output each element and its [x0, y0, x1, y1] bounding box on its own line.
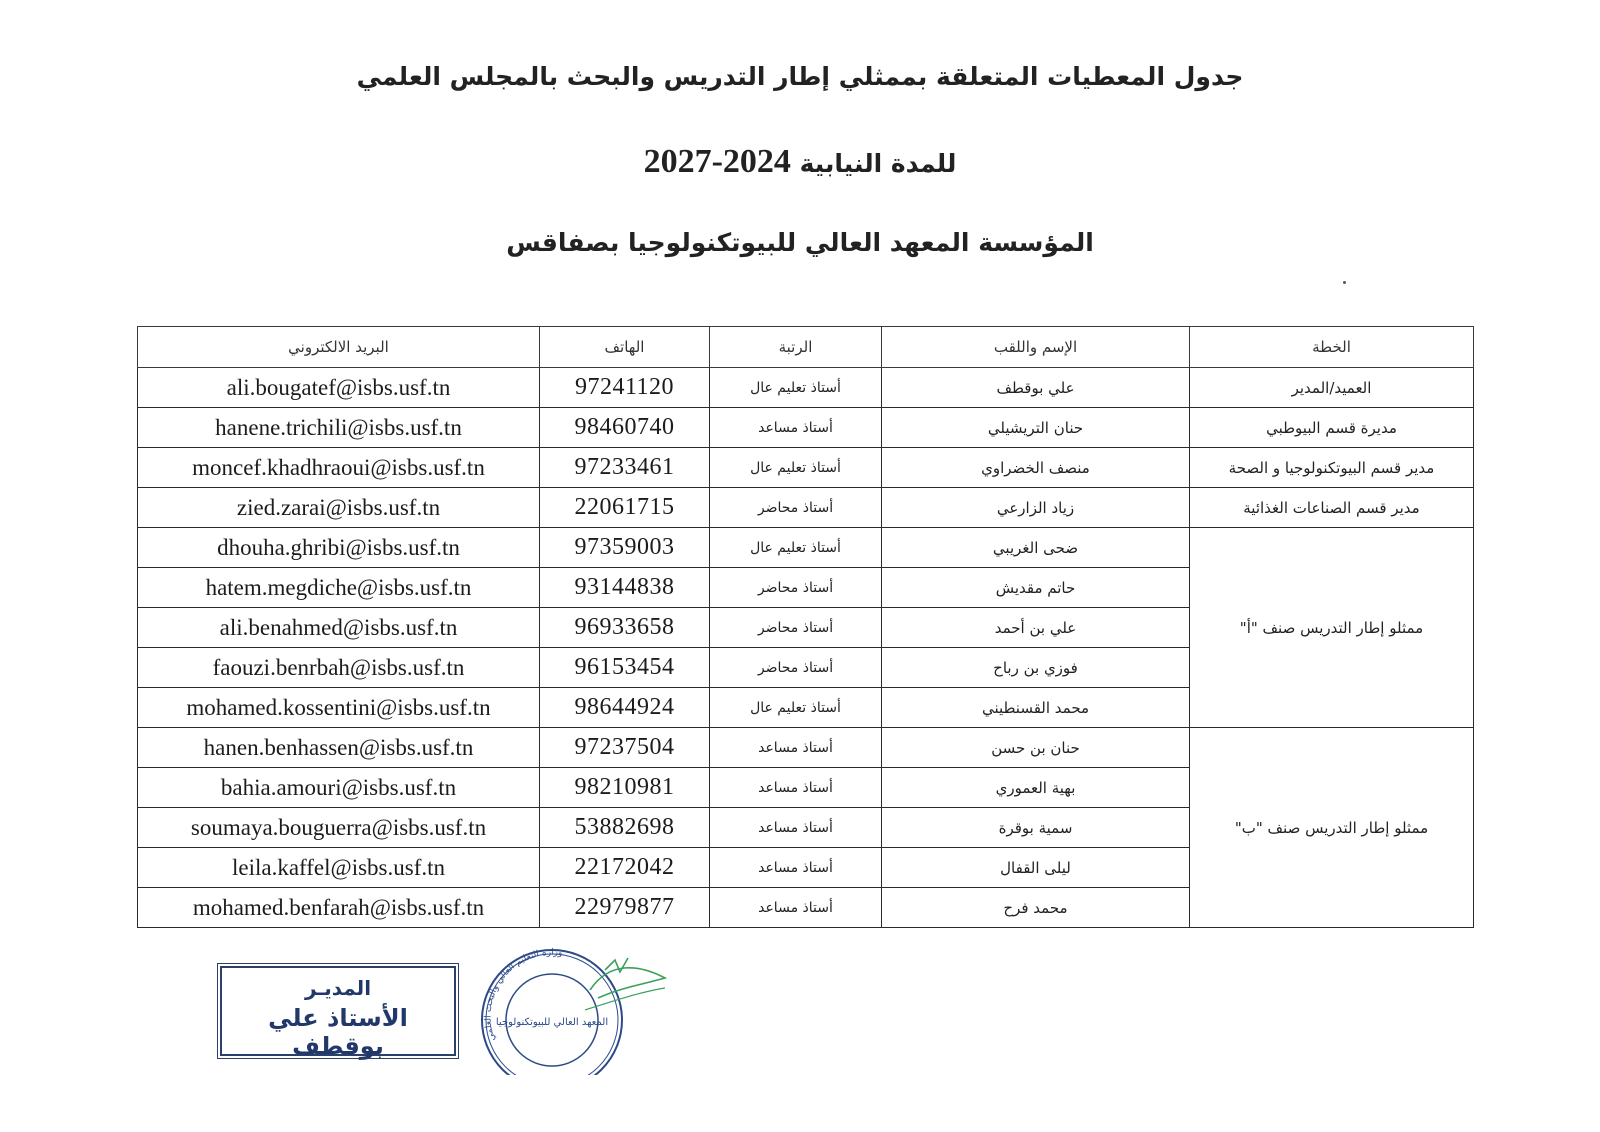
signature-stroke	[585, 988, 665, 1010]
cell-email: hatem.megdiche@isbs.usf.tn	[138, 568, 540, 608]
cell-name: بهية العموري	[882, 768, 1190, 808]
col-header-email: البريد الالكتروني	[138, 327, 540, 368]
col-header-rank: الرتبة	[710, 327, 882, 368]
col-header-plan: الخطة	[1190, 327, 1474, 368]
cell-email: hanen.benhassen@isbs.usf.tn	[138, 728, 540, 768]
cell-rank: أستاذ مساعد	[710, 408, 882, 448]
period-heading	[0, 143, 1600, 181]
cell-name: محمد القسنطيني	[882, 688, 1190, 728]
cell-email: ali.benahmed@isbs.usf.tn	[138, 608, 540, 648]
cell-phone: 98460740	[540, 408, 710, 448]
cell-name: منصف الخضراوي	[882, 448, 1190, 488]
cell-rank: أستاذ مساعد	[710, 808, 882, 848]
table-row	[138, 368, 1474, 408]
cell-rank: أستاذ محاضر	[710, 568, 882, 608]
representatives-table	[137, 326, 1474, 928]
cell-rank: أستاذ مساعد	[710, 728, 882, 768]
cell-name: علي بن أحمد	[882, 608, 1190, 648]
cell-rank: أستاذ تعليم عال	[710, 448, 882, 488]
signature-title: المديـر	[304, 976, 372, 1000]
table-header-row	[138, 327, 1474, 368]
stamp-ring-text: وزارة التعليم العالي والبحث العلمي	[483, 947, 564, 1043]
period-label: للمدة النيابية	[799, 149, 957, 178]
cell-email: dhouha.ghribi@isbs.usf.tn	[138, 528, 540, 568]
institution-heading: المؤسسة المعهد العالي للبيوتكنولوجيا بصفاقس	[506, 228, 1094, 257]
document-title: جدول المعطيات المتعلقة بممثلي إطار التدريس والبحث بالمجلس العلمي	[356, 62, 1244, 91]
cell-email: bahia.amouri@isbs.usf.tn	[138, 768, 540, 808]
cell-name: ضحى الغريبي	[882, 528, 1190, 568]
cell-phone: 97359003	[540, 528, 710, 568]
cell-name: حاتم مقديش	[882, 568, 1190, 608]
col-header-name: الإسم واللقب	[882, 327, 1190, 368]
cell-phone: 22061715	[540, 488, 710, 528]
cell-phone: 97237504	[540, 728, 710, 768]
cell-plan-group: ممثلو إطار التدريس صنف "ب"	[1190, 728, 1474, 928]
cell-rank: أستاذ تعليم عال	[710, 688, 882, 728]
table-row	[138, 528, 1474, 568]
cell-name: ليلى القفال	[882, 848, 1190, 888]
cell-email: moncef.khadhraoui@isbs.usf.tn	[138, 448, 540, 488]
cell-name: محمد فرح	[882, 888, 1190, 928]
cell-plan: مديرة قسم البيوطبي	[1190, 408, 1474, 448]
cell-phone: 22979877	[540, 888, 710, 928]
cell-rank: أستاذ مساعد	[710, 848, 882, 888]
cell-rank: أستاذ محاضر	[710, 608, 882, 648]
cell-rank: أستاذ تعليم عال	[710, 528, 882, 568]
cell-plan: مدير قسم البيوتكنولوجيا و الصحة	[1190, 448, 1474, 488]
cell-email: soumaya.bouguerra@isbs.usf.tn	[138, 808, 540, 848]
cell-email: faouzi.benrbah@isbs.usf.tn	[138, 648, 540, 688]
table-row	[138, 408, 1474, 448]
handwritten-signature-mark	[590, 958, 665, 998]
cell-rank: أستاذ محاضر	[710, 648, 882, 688]
cell-rank: أستاذ تعليم عال	[710, 368, 882, 408]
table-row	[138, 488, 1474, 528]
signature-name: الأستاذ علي بوقطف	[268, 1004, 408, 1060]
cell-rank: أستاذ مساعد	[710, 888, 882, 928]
cell-name: سمية بوقرة	[882, 808, 1190, 848]
stamp-center-text: المعهد العالي للبيوتكنولوجيا	[495, 1017, 609, 1028]
cell-phone: 98644924	[540, 688, 710, 728]
cell-phone: 93144838	[540, 568, 710, 608]
cell-phone: 53882698	[540, 808, 710, 848]
period-years: 2027-2024	[643, 143, 791, 180]
cell-plan: العميد/المدير	[1190, 368, 1474, 408]
cell-name: زياد الزارعي	[882, 488, 1190, 528]
cell-name: علي بوقطف	[882, 368, 1190, 408]
cell-email: leila.kaffel@isbs.usf.tn	[138, 848, 540, 888]
cell-rank: أستاذ محاضر	[710, 488, 882, 528]
cell-phone: 97233461	[540, 448, 710, 488]
col-header-phone: الهاتف	[540, 327, 710, 368]
table-row	[138, 728, 1474, 768]
cell-email: mohamed.benfarah@isbs.usf.tn	[138, 888, 540, 928]
cell-plan: مدير قسم الصناعات الغذائية	[1190, 488, 1474, 528]
cell-plan-group: ممثلو إطار التدريس صنف "أ"	[1190, 528, 1474, 728]
cell-name: حنان بن حسن	[882, 728, 1190, 768]
cell-phone: 96153454	[540, 648, 710, 688]
cell-phone: 96933658	[540, 608, 710, 648]
cell-phone: 98210981	[540, 768, 710, 808]
cell-name: حنان التريشيلي	[882, 408, 1190, 448]
cell-email: zied.zarai@isbs.usf.tn	[138, 488, 540, 528]
cell-phone: 22172042	[540, 848, 710, 888]
institution-stamp	[470, 940, 670, 1075]
cell-email: mohamed.kossentini@isbs.usf.tn	[138, 688, 540, 728]
cell-rank: أستاذ مساعد	[710, 768, 882, 808]
cell-email: hanene.trichili@isbs.usf.tn	[138, 408, 540, 448]
cell-email: ali.bougatef@isbs.usf.tn	[138, 368, 540, 408]
scan-speck	[1343, 281, 1346, 284]
director-signature-box	[220, 966, 456, 1060]
cell-name: فوزي بن رباح	[882, 648, 1190, 688]
cell-phone: 97241120	[540, 368, 710, 408]
table-row	[138, 448, 1474, 488]
